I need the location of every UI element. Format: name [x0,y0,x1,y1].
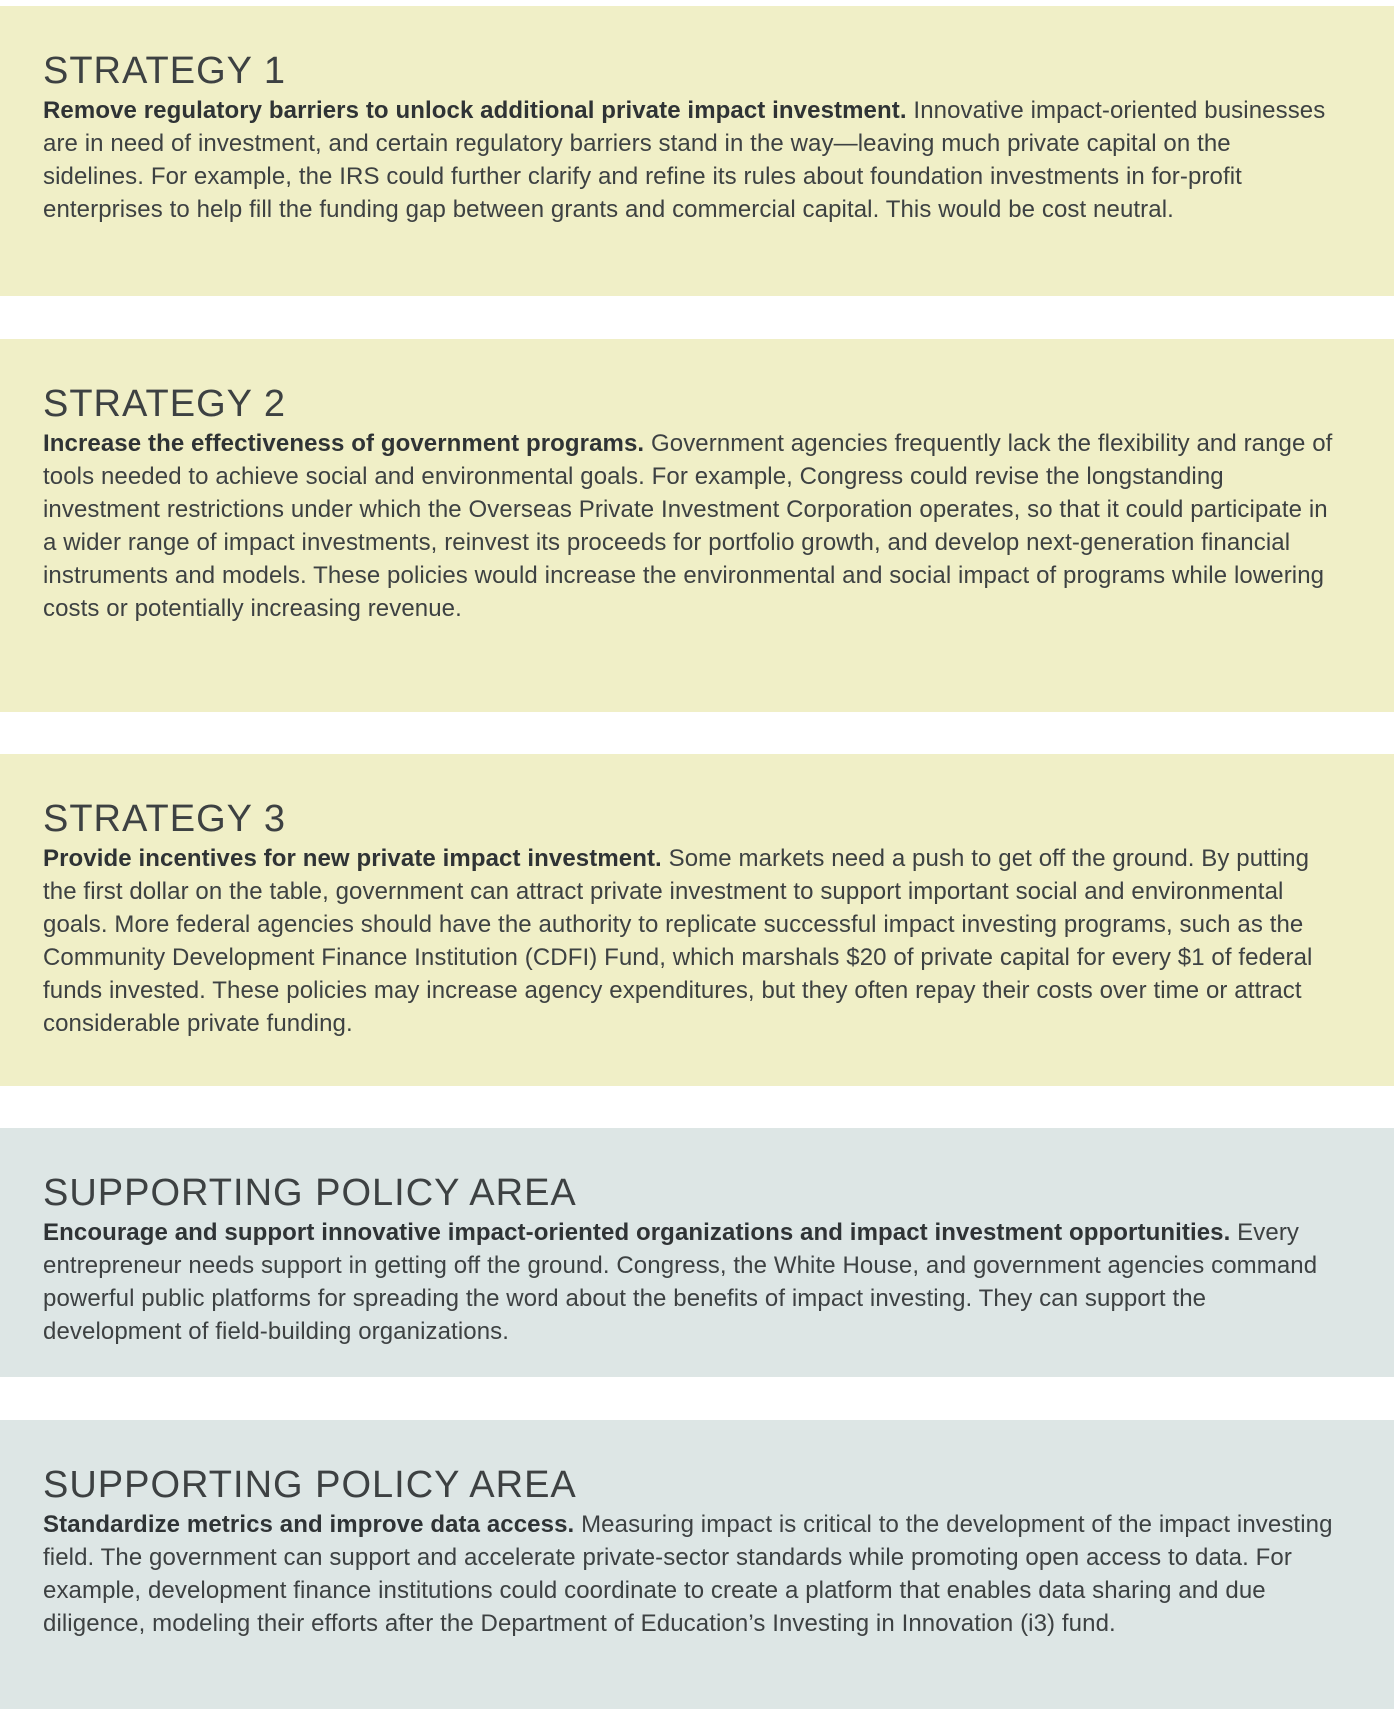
supporting-policy-area-2-panel [0,1420,1394,1709]
strategy-2-panel [0,339,1394,712]
section-lead: Increase the effectiveness of government programs. [43,430,645,457]
strategy-3-panel [0,754,1394,1086]
section-text: Government agencies frequently lack the flexibility and range of tools needed to achieve social and environmental goals. For example, Congress could revise the longstanding investment restrictions under which the Overseas Private Investment Corporation operates, so that it could participate in a wider range of impact investments, reinvest its proceeds for portfolio growth, and develop next-generation financial instruments and models. These policies would increase the environmental and social impact of programs while lowering costs or potentially increasing revenue. [43,430,1333,622]
section-lead: Encourage and support innovative impact-oriented organizations and impact investment opportunities. [43,1219,1231,1246]
section-text: Every entrepreneur needs support in getting off the ground. Congress, the White House, and government agencies command powerful public platforms for spreading the word about the benefits of impact investing. They can support the development of field-building organizations. [43,1219,1318,1345]
section-heading: SUPPORTING POLICY AREA [43,1172,577,1214]
section-body [43,94,1334,226]
section-body [43,427,1334,625]
section-lead: Remove regulatory barriers to unlock additional private impact investment. [43,97,907,124]
section-heading: STRATEGY 1 [43,50,286,92]
section-text: Measuring impact is critical to the development of the impact investing field. The government can support and accelerate private-sector standards while promoting open access to data. For example, development finance institutions could coordinate to create a platform that enables data sharing and due diligence, modeling their efforts after the Department of Education’s Investing in Innovation (i3) fund. [43,1511,1333,1637]
supporting-policy-area-1-panel [0,1128,1394,1377]
section-body [43,1508,1334,1640]
section-lead: Standardize metrics and improve data access. [43,1511,575,1538]
section-body [43,1216,1334,1348]
section-heading: STRATEGY 3 [43,798,286,840]
strategy-1-panel [0,6,1394,296]
section-text: Innovative impact-oriented businesses are in need of investment, and certain regulatory barriers stand in the way—leaving much private capital on the sidelines. For example, the IRS could further clarify and refine its rules about foundation investments in for-profit enterprises to help fill the funding gap between grants and commercial capital. This would be cost neutral. [43,97,1326,223]
section-lead: Provide incentives for new private impact investment. [43,845,662,872]
section-heading: SUPPORTING POLICY AREA [43,1464,577,1506]
section-text: Some markets need a push to get off the ground. By putting the first dollar on the table, government can attract private investment to support important social and environmental goals. More federal agencies should have the authority to replicate successful impact investing programs, such as the Community Development Finance Institution (CDFI) Fund, which marshals $20 of private capital for every $1 of federal funds invested. These policies may increase agency expenditures, but they often repay their costs over time or attract considerable private funding. [43,845,1313,1037]
section-heading: STRATEGY 2 [43,383,286,425]
section-body [43,842,1334,1040]
